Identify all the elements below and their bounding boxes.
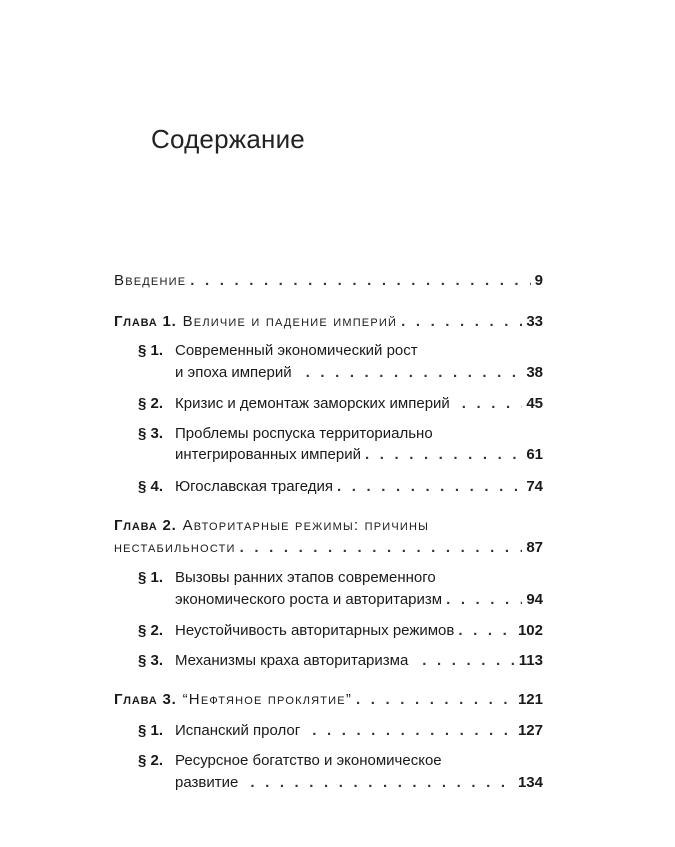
dot-leader: [458, 622, 514, 640]
section-title-cont: экономического роста и авторитаризм: [175, 591, 443, 608]
toc-entry-intro[interactable]: [114, 272, 543, 290]
dot-leader: [306, 364, 523, 382]
section-number: § 1.: [138, 569, 164, 586]
page-number: 38: [526, 364, 543, 381]
toc-entry-ch3-sec2-cont[interactable]: [175, 774, 543, 792]
section-title: Югославская трагедия: [175, 478, 334, 495]
section-title: Проблемы роспуска территориально: [175, 425, 433, 442]
page-number: 9: [534, 272, 543, 289]
section-number: § 1.: [138, 342, 164, 359]
page-number: 61: [526, 446, 543, 463]
page-number: 94: [526, 591, 543, 608]
section-title: Механизмы краха авторитаризма: [175, 652, 409, 669]
section-title: Ресурсное богатство и экономическое: [175, 752, 442, 769]
toc-entry-chapter-2-cont[interactable]: [114, 539, 543, 557]
section-number: § 1.: [138, 722, 164, 739]
section-title-cont: развитие: [175, 774, 239, 791]
toc-entry-ch2-sec2[interactable]: [138, 622, 543, 640]
toc-entry-chapter-2[interactable]: [114, 517, 543, 535]
page-number: 121: [517, 691, 543, 708]
toc-entry-ch1-sec3[interactable]: [138, 425, 543, 443]
section-title: Кризис и демонтаж заморских империй: [175, 395, 450, 412]
toc-entry-chapter-1[interactable]: [114, 313, 543, 331]
chapter-title-cont: нестабильности: [114, 539, 236, 556]
dot-leader: [312, 722, 514, 740]
page-number: 87: [526, 539, 543, 556]
page-number: 102: [517, 622, 543, 639]
chapter-label: Глава 2.: [114, 517, 177, 534]
chapter-title: “Нефтяное проклятие”: [182, 691, 353, 708]
toc-entry-ch1-sec1[interactable]: [138, 342, 543, 360]
page-title: Содержание: [151, 124, 305, 154]
dot-leader: [462, 395, 523, 413]
toc-entry-ch2-sec3[interactable]: [138, 652, 543, 670]
page-number: 33: [526, 313, 543, 330]
dot-leader: [401, 313, 522, 331]
section-number: § 2.: [138, 752, 164, 769]
dot-leader: [250, 774, 514, 792]
dot-leader: [190, 272, 530, 290]
page-number: 127: [517, 722, 543, 739]
dot-leader: [356, 691, 514, 709]
toc-entry-ch3-sec1[interactable]: [138, 722, 543, 740]
chapter-title: Авторитарные режимы: причины: [182, 517, 430, 534]
section-number: § 2.: [138, 395, 164, 412]
dot-leader: [337, 478, 522, 496]
dot-leader: [365, 446, 522, 464]
toc-entry-label: Введение: [114, 272, 187, 289]
page-number: 113: [518, 652, 543, 669]
section-number: § 4.: [138, 478, 164, 495]
toc-entry-ch1-sec4[interactable]: [138, 478, 543, 496]
toc-entry-ch1-sec3-cont[interactable]: [175, 446, 543, 464]
section-number: § 3.: [138, 652, 164, 669]
toc-entry-ch1-sec1-cont[interactable]: [175, 364, 543, 382]
chapter-label: Глава 1.: [114, 313, 177, 330]
chapter-label: Глава 3.: [114, 691, 177, 708]
section-number: § 2.: [138, 622, 164, 639]
toc-entry-ch3-sec2[interactable]: [138, 752, 543, 770]
dot-leader: [446, 591, 522, 609]
toc-entry-chapter-3[interactable]: [114, 691, 543, 709]
section-title: Испанский пролог: [175, 722, 301, 739]
section-title: Современный экономический рост: [175, 342, 418, 359]
toc-entry-ch2-sec1[interactable]: [138, 569, 543, 587]
section-title: Вызовы ранних этапов современного: [175, 569, 436, 586]
section-title: Неустойчивость авторитарных режимов: [175, 622, 455, 639]
section-title-cont: и эпоха империй: [175, 364, 292, 381]
toc-entry-ch2-sec1-cont[interactable]: [175, 591, 543, 609]
dot-leader: [422, 652, 515, 670]
page-number: 134: [517, 774, 543, 791]
dot-leader: [240, 539, 523, 557]
section-title-cont: интегрированных империй: [175, 446, 361, 463]
page-number: 74: [526, 478, 543, 495]
toc-entry-ch1-sec2[interactable]: [138, 395, 543, 413]
section-number: § 3.: [138, 425, 164, 442]
chapter-title: Величие и падение империй: [182, 313, 398, 330]
page-number: 45: [526, 395, 543, 412]
